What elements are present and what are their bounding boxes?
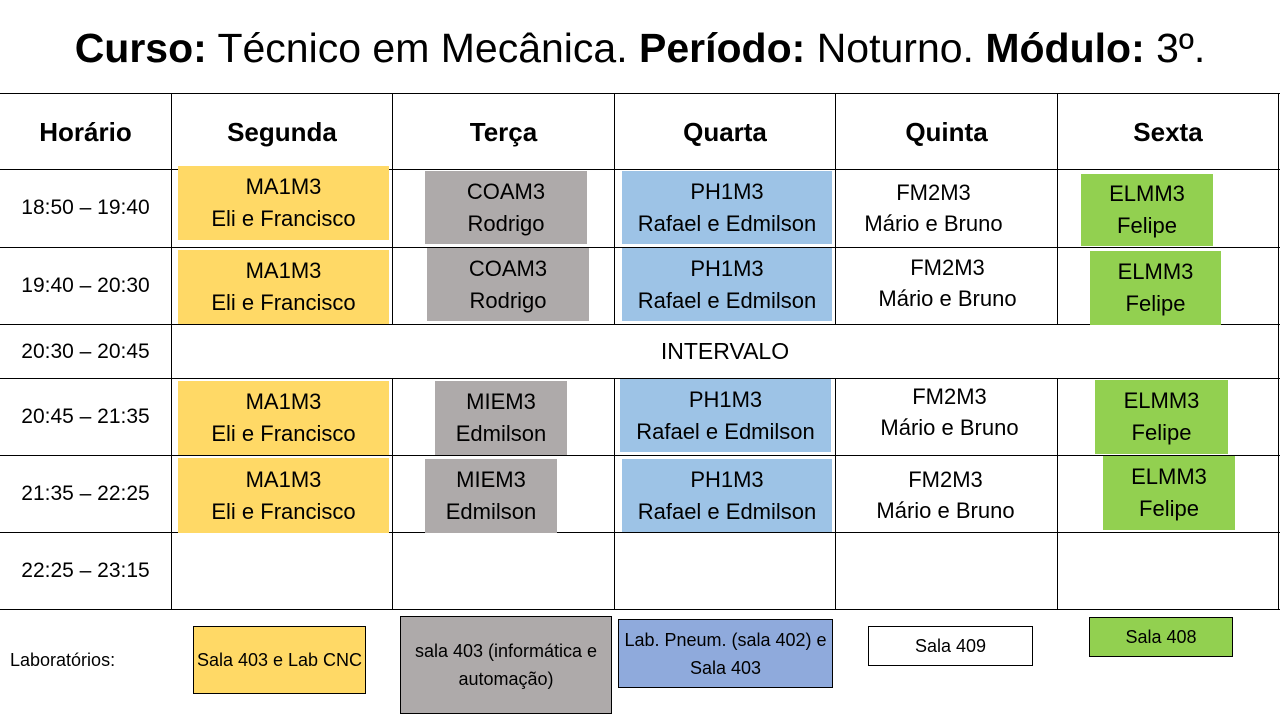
grid-line [1278, 93, 1279, 610]
class-block-quinta [854, 464, 1037, 526]
page-title [0, 22, 1280, 74]
class-teacher: Felipe [1117, 213, 1177, 238]
class-block-terca [425, 171, 587, 244]
class-code: FM2M3 [910, 255, 985, 280]
class-teacher: Mário e Bruno [876, 498, 1015, 523]
class-block-quarta [620, 379, 831, 452]
class-code: COAM3 [466, 178, 546, 204]
grid-line [835, 378, 836, 610]
intervalo-label: INTERVALO [660, 338, 790, 364]
class-teacher: Felipe [1125, 291, 1186, 316]
class-code: FM2M3 [896, 180, 971, 205]
class-block-quinta [858, 381, 1041, 443]
class-block-segunda [178, 166, 389, 240]
modulo-value: 3º. [1144, 25, 1206, 71]
class-code: MIEM3 [466, 389, 536, 414]
class-block-segunda [178, 250, 389, 324]
class-code: FM2M3 [912, 384, 987, 409]
time-slot-4: 20:45 – 21:35 [21, 405, 150, 428]
curso-label: Curso: [74, 25, 207, 71]
class-teacher: Felipe [1131, 420, 1192, 445]
class-code: MA1M3 [245, 466, 322, 492]
lab-sexta: Sala 408 [1089, 617, 1233, 657]
grid-line [1057, 378, 1058, 610]
class-code: MA1M3 [245, 258, 322, 283]
class-teacher: Rodrigo [469, 287, 547, 313]
class-teacher: Edmilson [445, 499, 537, 524]
header-quarta: Quarta [683, 117, 767, 147]
class-block-quarta [622, 459, 832, 532]
header-quinta: Quinta [905, 117, 988, 147]
class-code: PH1M3 [690, 255, 764, 281]
grid-line [0, 609, 1280, 610]
class-code: PH1M3 [690, 178, 764, 204]
class-block-terca [427, 248, 589, 321]
time-slot-1: 18:50 – 19:40 [21, 196, 150, 219]
class-teacher: Felipe [1139, 496, 1199, 521]
class-teacher: Mário e Bruno [878, 286, 1017, 311]
header-terca: Terça [469, 117, 538, 147]
class-teacher: Rafael e Edmilson [637, 287, 817, 313]
class-code: PH1M3 [690, 466, 764, 492]
header-horario: Horário [39, 117, 132, 147]
class-code: ELMM3 [1117, 259, 1194, 284]
class-block-quinta [856, 252, 1039, 314]
class-block-terca [435, 381, 567, 455]
class-block-segunda [178, 381, 389, 455]
curso-value: Técnico em Mecânica. [206, 25, 639, 71]
class-code: MA1M3 [245, 174, 322, 199]
class-code: PH1M3 [688, 386, 763, 412]
class-teacher: Rafael e Edmilson [637, 210, 817, 236]
grid-line [614, 378, 615, 610]
class-teacher: Edmilson [455, 421, 547, 446]
lab-quinta: Sala 409 [868, 626, 1033, 666]
class-code: ELMM3 [1131, 464, 1207, 489]
class-block-quarta [622, 171, 832, 244]
lab-quarta: Lab. Pneum. (sala 402) e Sala 403 [618, 619, 833, 688]
grid-line [0, 455, 1280, 456]
class-code: COAM3 [468, 255, 548, 281]
periodo-value: Noturno. [805, 25, 986, 71]
class-block-sexta [1081, 174, 1213, 246]
class-code: FM2M3 [908, 467, 983, 492]
class-block-quinta [842, 177, 1025, 239]
header-segunda: Segunda [227, 117, 337, 147]
class-teacher: Rodrigo [467, 210, 545, 236]
lab-terca: sala 403 (informática e automação) [400, 616, 612, 714]
class-block-sexta [1095, 380, 1228, 454]
class-block-quarta [622, 248, 832, 321]
class-code: MA1M3 [245, 389, 322, 414]
time-slot-3: 20:30 – 20:45 [21, 340, 150, 363]
time-slot-2: 19:40 – 20:30 [21, 274, 150, 297]
class-teacher: Mário e Bruno [864, 211, 1003, 236]
class-block-segunda [178, 458, 389, 533]
class-block-terca [425, 459, 557, 533]
class-code: ELMM3 [1109, 181, 1185, 206]
class-teacher: Eli e Francisco [211, 206, 356, 231]
class-teacher: Rafael e Edmilson [636, 418, 815, 444]
time-slot-5: 21:35 – 22:25 [21, 482, 150, 505]
class-teacher: Eli e Francisco [211, 421, 356, 446]
class-teacher: Rafael e Edmilson [637, 498, 817, 524]
lab-segunda: Sala 403 e Lab CNC [193, 626, 366, 694]
grid-line [392, 378, 393, 610]
class-block-sexta [1103, 456, 1235, 530]
modulo-label: Módulo: [985, 25, 1145, 71]
class-code: MIEM3 [456, 467, 526, 492]
class-teacher: Mário e Bruno [880, 415, 1019, 440]
class-teacher: Eli e Francisco [211, 498, 356, 524]
class-block-sexta [1090, 251, 1221, 325]
class-code: ELMM3 [1123, 388, 1200, 413]
header-sexta: Sexta [1133, 117, 1203, 147]
labs-label: Laboratórios: [10, 650, 116, 670]
class-teacher: Eli e Francisco [211, 290, 356, 315]
periodo-label: Período: [639, 25, 806, 71]
time-slot-6: 22:25 – 23:15 [21, 559, 150, 582]
